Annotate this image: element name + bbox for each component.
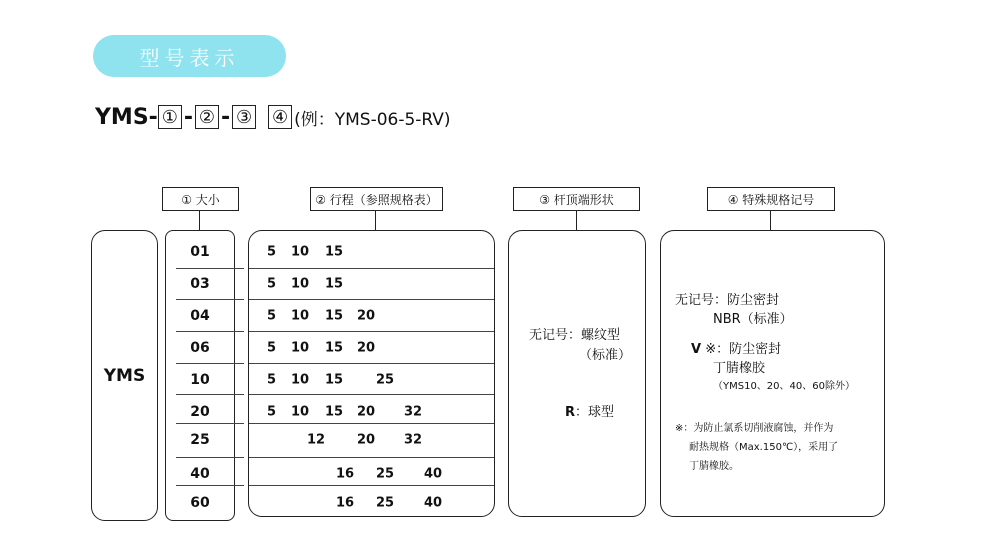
- size-divider: [176, 485, 244, 486]
- model-example: (例：YMS-06-5-RV): [294, 109, 451, 130]
- stroke-value: 15: [325, 340, 344, 355]
- connector-special: [770, 210, 771, 230]
- section-title-pill: [93, 35, 286, 77]
- stroke-row: [249, 396, 494, 427]
- special-panel: [660, 230, 885, 517]
- stroke-panel: [248, 230, 495, 517]
- special-note-line-3: 丁腈橡胶。: [689, 461, 739, 472]
- stroke-value: 20: [357, 340, 376, 355]
- stroke-value: 20: [357, 308, 376, 323]
- size-divider: [176, 299, 244, 300]
- stroke-value: 10: [291, 340, 310, 355]
- special-v-desc: 丁腈橡胶: [713, 361, 766, 376]
- special-none: 无记号：防尘密封: [675, 293, 780, 308]
- stroke-value: 10: [291, 276, 310, 291]
- special-v-code: V: [691, 342, 702, 357]
- stroke-value: 5: [267, 404, 277, 419]
- stroke-value: 5: [267, 340, 277, 355]
- rod-end-ball: [565, 401, 614, 420]
- size-panel: [165, 230, 235, 521]
- model-prefix: YMS-: [95, 104, 158, 130]
- stroke-value: 15: [325, 244, 344, 259]
- size-divider: [176, 423, 244, 424]
- stroke-value: 5: [267, 244, 277, 259]
- label-special: ④ 特殊规格记号: [707, 187, 835, 211]
- size-row: 60: [190, 494, 210, 511]
- stroke-value: 12: [307, 432, 326, 447]
- stroke-value: 16: [336, 466, 355, 481]
- stroke-value: 5: [267, 308, 277, 323]
- stroke-value: 20: [357, 432, 376, 447]
- size-divider: [176, 331, 244, 332]
- special-note-line-1: ※：为防止氯系切削液腐蚀，并作为: [675, 423, 834, 434]
- stroke-value: 40: [424, 495, 443, 510]
- rod-end-ball-desc: ：球型: [575, 405, 615, 420]
- stroke-row: [249, 332, 494, 363]
- stroke-row: [249, 487, 494, 518]
- stroke-value: 10: [291, 308, 310, 323]
- stroke-value: 20: [357, 404, 376, 419]
- label-stroke: ② 行程（参照规格表）: [310, 187, 443, 211]
- stroke-value: 25: [376, 372, 395, 387]
- size-row: 06: [190, 339, 210, 356]
- model-dash-2: -: [220, 104, 231, 130]
- special-none-desc: NBR（标准）: [713, 312, 793, 327]
- model-field-4: ④: [268, 105, 292, 129]
- stroke-value: 10: [291, 404, 310, 419]
- size-row: 04: [190, 307, 210, 324]
- connector-rod-end: [576, 210, 577, 230]
- model-field-3: ③: [232, 105, 256, 129]
- stroke-row: [249, 268, 494, 299]
- stroke-value: 40: [424, 466, 443, 481]
- stroke-value: 32: [404, 432, 423, 447]
- size-divider: [176, 363, 244, 364]
- stroke-value: 10: [291, 244, 310, 259]
- model-dash-1: -: [183, 104, 193, 130]
- stroke-value: 5: [267, 372, 277, 387]
- stroke-value: 15: [325, 308, 344, 323]
- stroke-value: 10: [291, 372, 310, 387]
- size-row: 01: [190, 243, 210, 260]
- series-panel: [91, 230, 158, 521]
- connector-stroke: [375, 210, 376, 230]
- size-row: 20: [190, 403, 210, 420]
- stroke-value: 32: [404, 404, 423, 419]
- model-field-1: ①: [158, 105, 182, 129]
- stroke-row: [249, 458, 494, 489]
- section-title: 型号表示: [139, 45, 240, 70]
- stroke-row: [249, 236, 494, 267]
- stroke-row: [249, 300, 494, 331]
- stroke-value: 15: [325, 404, 344, 419]
- size-divider: [176, 268, 244, 269]
- stroke-value: 25: [376, 495, 395, 510]
- special-note-line-2: 耐热规格（Max.150℃），采用了: [689, 442, 839, 453]
- stroke-row: [249, 424, 494, 455]
- rod-end-none-note: （标准）: [579, 348, 632, 363]
- stroke-value: 16: [336, 495, 355, 510]
- special-v-mark: ※：防尘密封: [705, 342, 782, 357]
- special-v-exclusion: （YMS10、20、40、60除外）: [713, 381, 855, 392]
- size-row: 10: [190, 371, 210, 388]
- size-divider: [176, 457, 244, 458]
- stroke-value: 15: [325, 372, 344, 387]
- special-v: [691, 338, 781, 357]
- model-code-line: [95, 103, 451, 131]
- rod-end-ball-code: R: [565, 405, 576, 420]
- label-rod-end: ③ 杆顶端形状: [513, 187, 640, 211]
- stroke-value: 25: [376, 466, 395, 481]
- series-name: YMS: [103, 365, 146, 386]
- rod-end-panel: [508, 230, 646, 517]
- rod-end-none: 无记号：螺纹型: [529, 328, 621, 343]
- size-row: 03: [190, 275, 210, 292]
- stroke-value: 15: [325, 276, 344, 291]
- size-row: 25: [190, 431, 210, 448]
- connector-size: [199, 210, 200, 230]
- stroke-value: 5: [267, 276, 277, 291]
- size-row: 40: [190, 465, 210, 482]
- model-field-2: ②: [195, 105, 219, 129]
- size-divider: [176, 394, 244, 395]
- label-size: ① 大小: [162, 187, 239, 211]
- stroke-row: [249, 364, 494, 395]
